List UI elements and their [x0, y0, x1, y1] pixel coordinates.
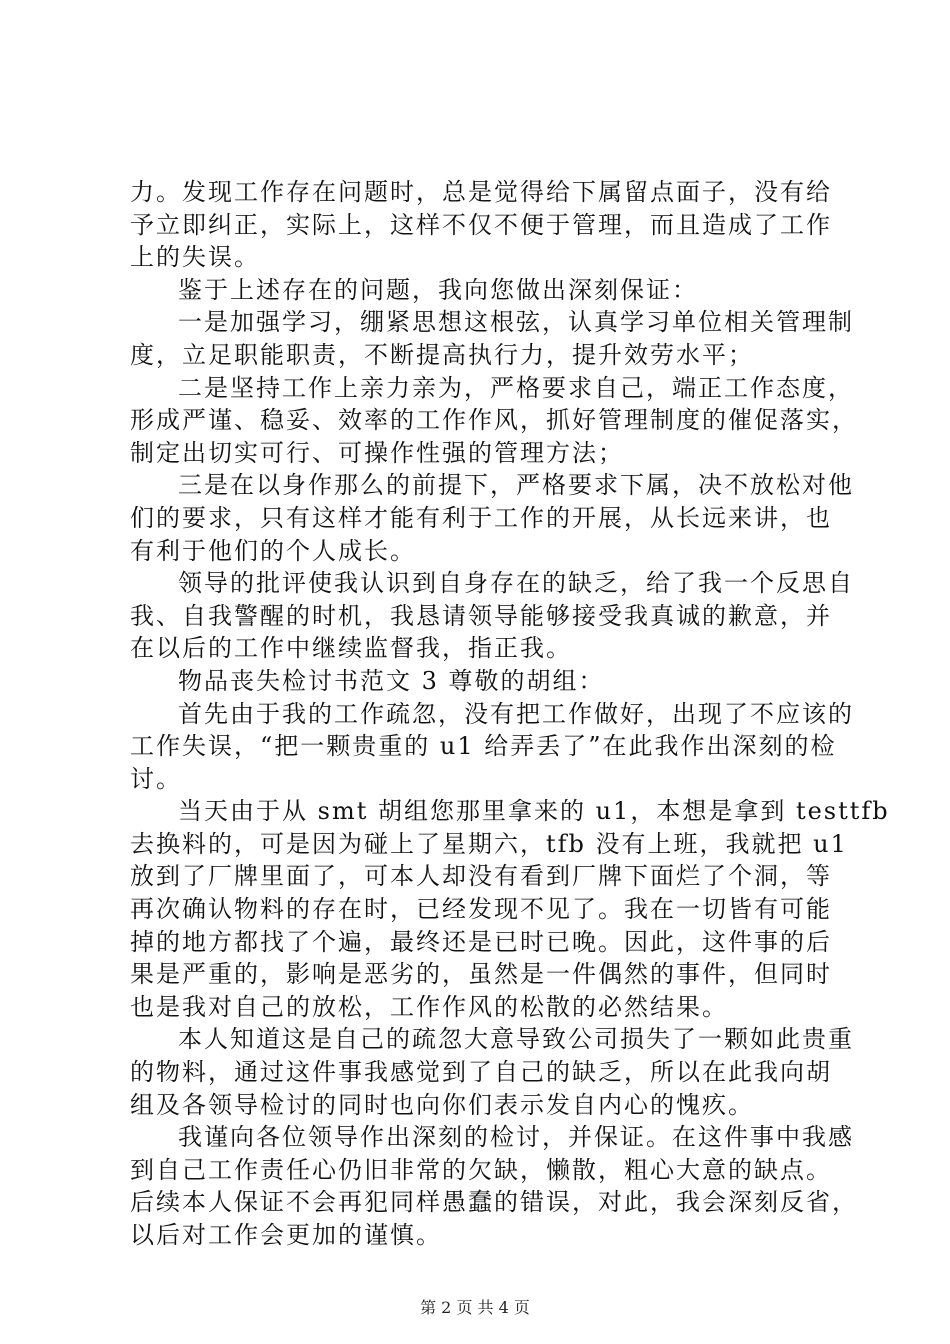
text-line: 形成严谨、稳妥、效率的工作作风，抓好管理制度的催促落实， [130, 406, 858, 435]
text-line: 在以后的工作中继续监督我，指正我。 [130, 634, 572, 663]
text-line: 果是严重的，影响是恶劣的，虽然是一件偶然的事件，但同时 [130, 960, 832, 989]
document-body [130, 176, 890, 1252]
text-line: 的物料，通过这件事我感觉到了自己的缺乏，所以在此我向胡 [130, 1058, 832, 1087]
text-line: 首先由于我的工作疏忽，没有把工作做好，出现了不应该的 [178, 699, 854, 728]
text-line: 后续本人保证不会再犯同样愚蠢的错误，对此，我会深刻反省， [130, 1188, 858, 1217]
text-line: 有利于他们的个人成长。 [130, 536, 416, 565]
text-line: 我、自我警醒的时机，我恳请领导能够接受我真诚的歉意，并 [130, 601, 832, 630]
text-line: 物品丧失检讨书范文 3 尊敬的胡组： [178, 666, 605, 695]
text-line: 我谨向各位领导作出深刻的检讨，并保证。在这件事中我感 [178, 1123, 854, 1152]
text-line: 鉴于上述存在的问题，我向您做出深刻保证： [178, 275, 698, 304]
text-line: 力。发现工作存在问题时，总是觉得给下属留点面子，没有给 [130, 178, 832, 206]
text-line: 制定出切实可行、可操作性强的管理方法； [130, 438, 624, 467]
text-line: 再次确认物料的存在时，已经发现不见了。我在一切皆有可能 [130, 895, 832, 924]
text-line: 一是加强学习，绷紧思想这根弦，认真学习单位相关管理制 [178, 308, 854, 337]
text-line: 三是在以身作那么的前提下，严格要求下属，决不放松对他 [178, 471, 854, 500]
text-line: 掉的地方都找了个遍，最终还是已时已晚。因此，这件事的后 [130, 927, 832, 956]
text-line: 们的要求，只有这样才能有利于工作的开展，从长远来讲，也 [130, 503, 832, 532]
text-line: 以后对工作会更加的谨慎。 [130, 1221, 442, 1249]
text-line: 当天由于从 smt 胡组您那里拿来的 u1，本想是拿到 testtfb [178, 797, 890, 826]
text-line: 工作失误，“把一颗贵重的 u1 给弄丢了”在此我作出深刻的检 [130, 732, 837, 761]
text-line: 上的失误。 [130, 243, 260, 272]
text-line: 二是坚持工作上亲力亲为，严格要求自己，端正工作态度， [178, 373, 854, 402]
text-line: 领导的批评使我认识到自身存在的缺乏，给了我一个反思自 [178, 569, 854, 598]
text-line: 本人知道这是自己的疏忽大意导致公司损失了一颗如此贵重 [178, 1025, 854, 1054]
text-line: 也是我对自己的放松，工作作风的松散的必然结果。 [130, 992, 728, 1021]
text-line: 去换料的，可是因为碰上了星期六，tfb 没有上班，我就把 u1 [130, 829, 848, 858]
text-line: 度，立足职能职责，不断提高执行力，提升效劳水平； [130, 340, 754, 369]
text-line: 放到了厂牌里面了，可本人却没有看到厂牌下面烂了个洞，等 [130, 862, 832, 891]
text-line: 到自己工作责任心仍旧非常的欠缺，懒散，粗心大意的缺点。 [130, 1155, 832, 1184]
text-line: 予立即纠正，实际上，这样不仅不便于管理，而且造成了工作 [130, 210, 832, 239]
text-line: 讨。 [130, 764, 182, 793]
text-line: 组及各领导检讨的同时也向你们表示发自内心的愧疚。 [130, 1090, 754, 1119]
page-footer: 第 2 页 共 4 页 [420, 1298, 530, 1317]
